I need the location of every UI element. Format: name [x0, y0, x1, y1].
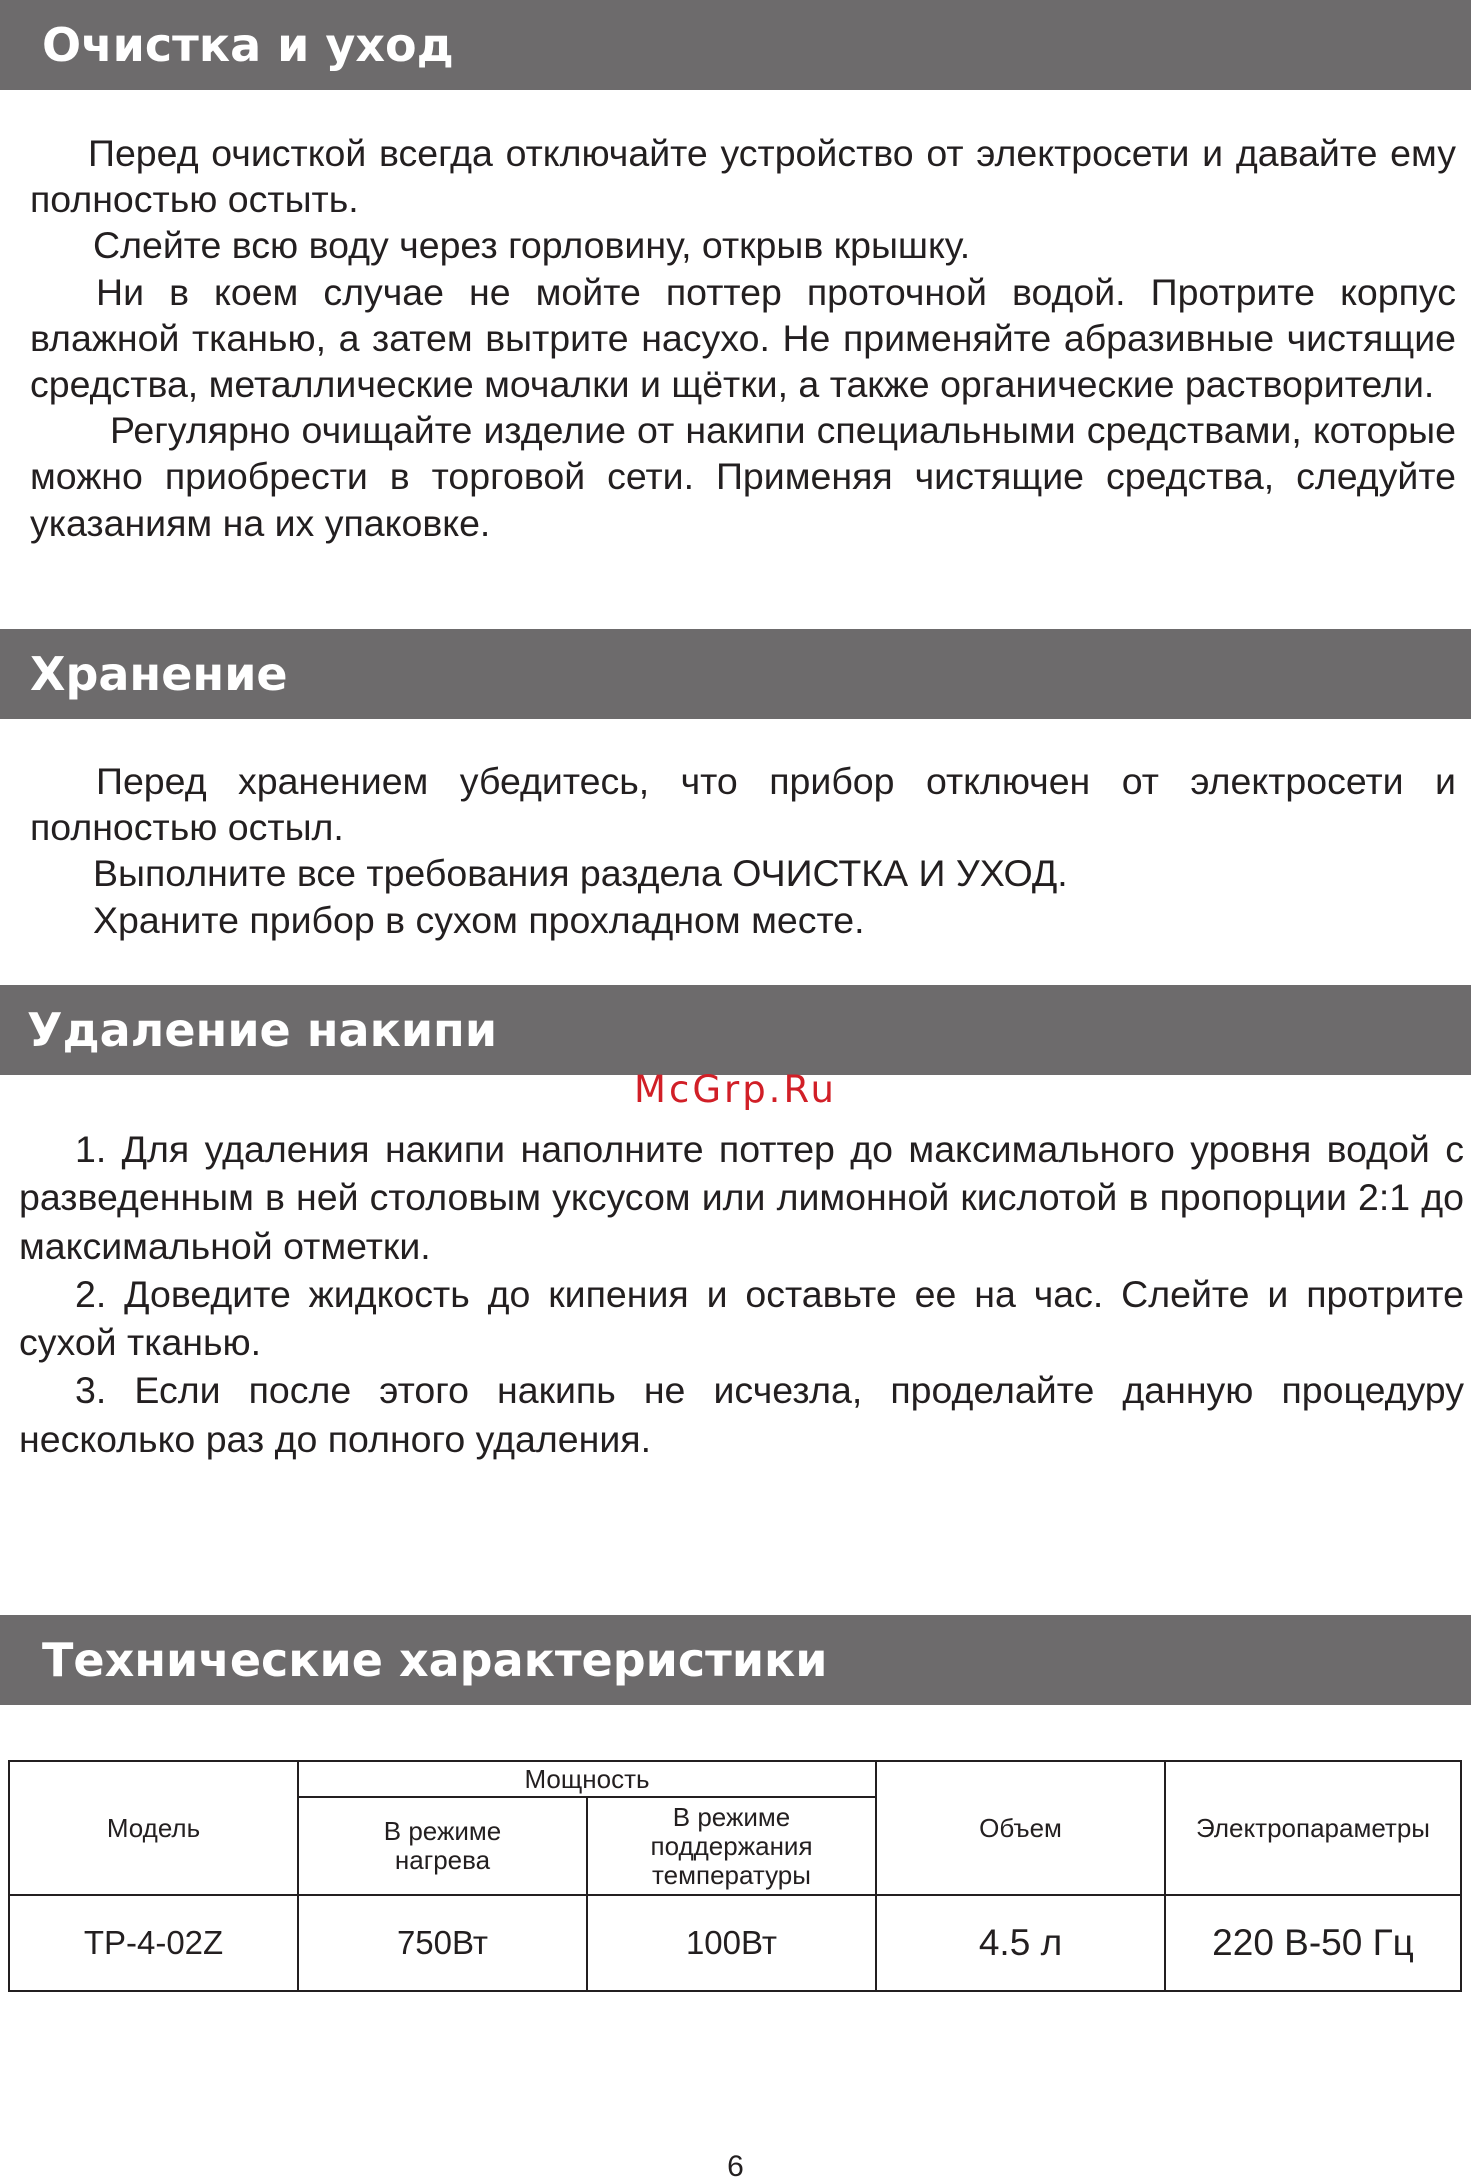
cleaning-text — [30, 130, 1456, 546]
header-electrical: Электропараметры — [1165, 1761, 1461, 1895]
cleaning-paragraph-4: Регулярно очищайте изделие от накипи специальными средствами, которые можно приобрести в торговой сети. Применяя чистящие средства, следуйте указаниям на их упаковке. — [30, 409, 1456, 544]
specs-header-row — [9, 1761, 1461, 1797]
cleaning-paragraph-1: Перед очисткой всегда отключайте устройство от электросети и давайте ему полностью остыть. — [30, 132, 1456, 221]
header-power: Мощность — [298, 1761, 876, 1797]
storage-paragraph-1: Перед хранением убедитесь, что прибор отключен от электросети и полностью остыл. — [30, 760, 1456, 849]
storage-text — [30, 758, 1456, 943]
section-title-descaling: Удаление накипи — [27, 1003, 498, 1057]
section-header-cleaning — [0, 0, 1471, 90]
section-header-descaling — [0, 985, 1471, 1075]
section-title-storage: Хранение — [30, 647, 288, 701]
cleaning-paragraph-3: Ни в коем случае не мойте поттер проточной водой. Протрите корпус влажной тканью, а затем вытрите насухо. Не применяйте абразивные чистящие средства, металлические мочалки и щётки, а также органические растворители. — [30, 270, 1456, 406]
section-header-storage — [0, 629, 1471, 719]
descaling-step-1: 1. Для удаления накипи наполните поттер до максимального уровня водой с разведенным в ней столовым уксусом или лимонной кислотой в пропорции 2:1 до максимальной отметки. — [19, 1128, 1464, 1267]
header-volume: Объем — [876, 1761, 1165, 1895]
section-title-cleaning: Очистка и уход — [42, 18, 454, 72]
cell-keep-warm: 100Вт — [587, 1895, 876, 1991]
header-keep-warm: В режиме поддержания температуры — [587, 1797, 876, 1895]
descaling-step-2: 2. Доведите жидкость до кипения и оставьте ее на час. Слейте и протрите сухой тканью. — [19, 1272, 1464, 1364]
descaling-step-3: 3. Если после этого накипь не исчезла, проделайте данную процедуру несколько раз до полного удаления. — [19, 1369, 1464, 1460]
page-number: 6 — [727, 2150, 744, 2183]
specs-table — [8, 1760, 1462, 1992]
watermark: McGrp.Ru — [634, 1068, 837, 1111]
storage-paragraph-3: Храните прибор в сухом прохладном месте. — [93, 898, 865, 941]
cell-electrical: 220 В-50 Гц — [1165, 1895, 1461, 1991]
cell-model: TP-4-02Z — [9, 1895, 298, 1991]
cleaning-paragraph-2: Слейте всю воду через горловину, открыв крышку. — [93, 224, 971, 267]
descaling-text — [19, 1125, 1464, 1463]
storage-paragraph-2: Выполните все требования раздела ОЧИСТКА И УХОД. — [93, 852, 1068, 895]
header-heating: В режиме нагрева — [298, 1797, 587, 1895]
cell-heating: 750Вт — [298, 1895, 587, 1991]
cell-volume: 4.5 л — [876, 1895, 1165, 1991]
specs-data-row — [9, 1895, 1461, 1991]
section-title-specs: Технические характеристики — [42, 1633, 828, 1687]
section-header-specs — [0, 1615, 1471, 1705]
header-model: Модель — [9, 1761, 298, 1895]
